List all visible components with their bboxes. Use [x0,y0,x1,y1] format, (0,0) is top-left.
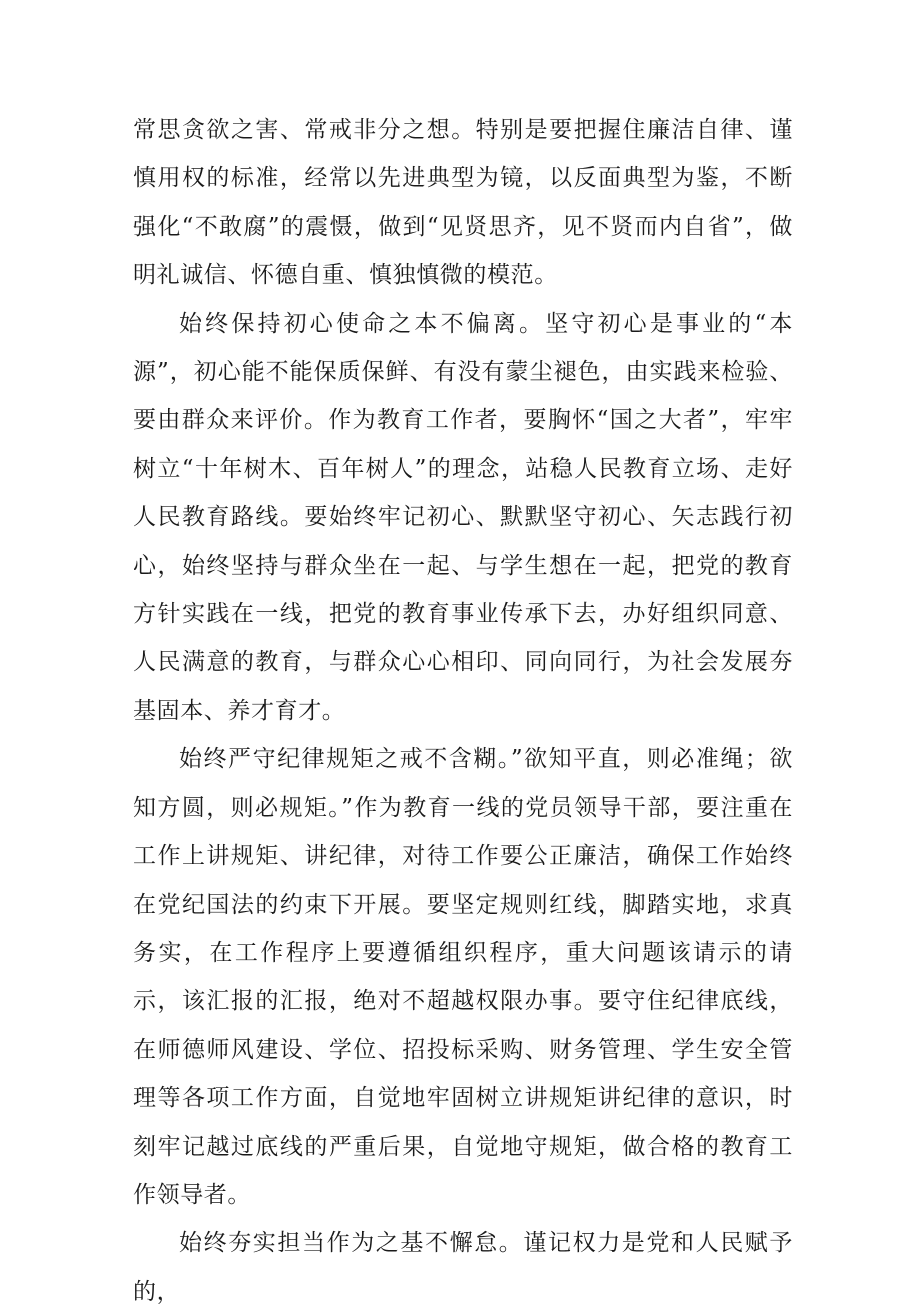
paragraph-continuation: 常思贪欲之害、常戒非分之想。特别是要把握住廉洁自律、谨慎用权的标准，经常以先进典型为镜，以反面典型为鉴，不断强化“不敢腐”的震慑，做到“见贤思齐，见不贤而内自省”，做明礼诚信、怀德自重、慎独慎微的模范。 [133,117,793,289]
paragraph-discipline-rules: 始终严守纪律规矩之戒不含糊。”欲知平直，则必准绳；欲知方圆，则必规矩。”作为教育一线的党员领导干部，要注重在工作上讲规矩、讲纪律，对待工作要公正廉洁，确保工作始终在党纪国法的约束下开展。要坚定规则红线，脚踏实地，求真务实，在工作程序上要遵循组织程序，重大问题该请示的请示，该汇报的汇报，绝对不超越权限办事。要守住纪律底线，在师德师风建设、学位、招投标采购、财务管理、学生安全管理等各项工作方面，自觉地牢固树立讲规矩讲纪律的意识，时刻牢记越过底线的严重后果，自觉地守规矩，做合格的教育工作领导者。 [133,746,793,1208]
document-body [133,106,793,1316]
paragraph-responsibility: 始终夯实担当作为之基不懈怠。谨记权力是党和人民赋予的， [133,1230,793,1305]
paragraph-original-aspiration: 始终保持初心使命之本不偏离。坚守初心是事业的“本源”，初心能不能保质保鲜、有没有蒙尘褪色，由实践来检验、要由群众来评价。作为教育工作者，要胸怀“国之大者”，牢牢树立“十年树木、百年树人”的理念，站稳人民教育立场、走好人民教育路线。要始终牢记初心、默默坚守初心、矢志践行初心，始终坚持与群众坐在一起、与学生想在一起，把党的教育方针实践在一线，把党的教育事业传承下去，办好组织同意、人民满意的教育，与群众心心相印、同向同行，为社会发展夯基固本、养才育才。 [133,310,793,724]
